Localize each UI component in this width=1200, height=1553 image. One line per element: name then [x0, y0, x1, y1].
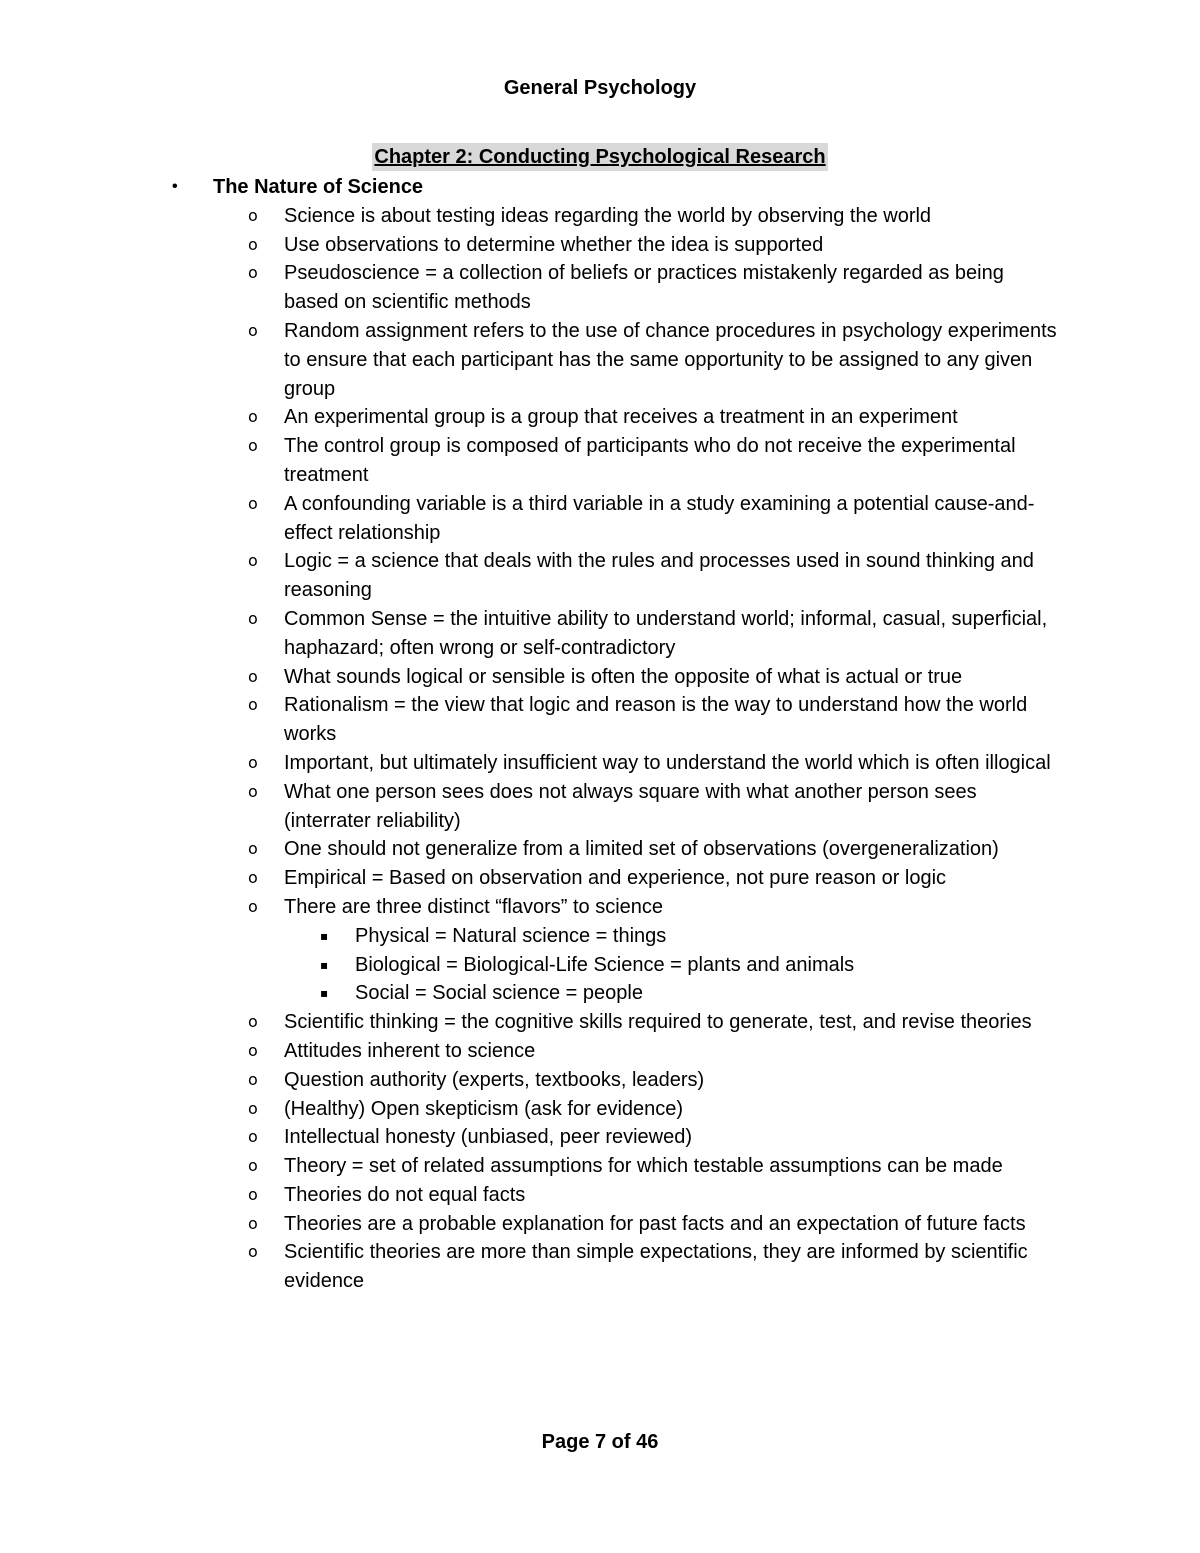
list-item [0, 1152, 1060, 1181]
list-item [0, 317, 1060, 403]
list-item [0, 1066, 1060, 1095]
bullet-circle-icon: o [248, 1040, 258, 1060]
list-item-text: An experimental group is a group that receives a treatment in an experiment [284, 406, 958, 429]
sub-list-item [0, 979, 1060, 1008]
list-item [0, 1210, 1060, 1239]
bullet-circle-icon: o [248, 263, 258, 283]
outline-list [0, 202, 1200, 922]
list-item-text: Rationalism = the view that logic and reason is the way to understand how the world works [284, 694, 1028, 746]
list-item-text: Theories are a probable explanation for past facts and an expectation of future facts [284, 1212, 1026, 1235]
list-item [0, 1008, 1060, 1037]
list-item-text: Attitudes inherent to science [284, 1039, 536, 1062]
bullet-square-icon: ▪ [320, 928, 329, 943]
document-header: General Psychology [503, 77, 697, 99]
bullet-circle-icon: o [248, 551, 258, 571]
page-number: Page 7 of 46 [541, 1431, 659, 1453]
list-item [0, 691, 1060, 749]
list-item [0, 605, 1060, 663]
list-item [0, 1238, 1060, 1296]
outline-list-continued [0, 1008, 1200, 1296]
list-item [0, 403, 1060, 432]
list-item-text: Scientific theories are more than simple expectations, they are informed by scientific evidence [284, 1241, 1028, 1293]
list-item-text: There are three distinct “flavors” to science [284, 895, 664, 918]
bullet-circle-icon: o [248, 781, 258, 801]
bullet-circle-icon: o [248, 407, 258, 427]
list-item-text: What one person sees does not always square with what another person sees (interrater reliability) [284, 780, 977, 832]
bullet-circle-icon: o [248, 695, 258, 715]
chapter-title: Chapter 2: Conducting Psychological Research [372, 143, 827, 171]
bullet-circle-icon: o [248, 205, 258, 225]
list-item-text: What sounds logical or sensible is often the opposite of what is actual or true [284, 665, 963, 688]
list-item [0, 1181, 1060, 1210]
list-item [0, 864, 1060, 893]
bullet-circle-icon: o [248, 1184, 258, 1204]
list-item-text: A confounding variable is a third variable in a study examining a potential cause-and-effect relationship [284, 492, 1035, 544]
list-item-text: Physical = Natural science = things [355, 924, 667, 947]
list-item [0, 749, 1060, 778]
bullet-circle-icon: o [248, 608, 258, 628]
list-item [0, 547, 1060, 605]
bullet-circle-icon: o [248, 1127, 258, 1147]
bullet-circle-icon: o [248, 320, 258, 340]
list-item-text: Logic = a science that deals with the rules and processes used in sound thinking and reasoning [284, 550, 1034, 602]
list-item-text: Random assignment refers to the use of chance procedures in psychology experiments to ensure that each participant has the same opportunity to be assigned to any given group [284, 319, 1057, 400]
bullet-circle-icon: o [248, 234, 258, 254]
list-item [0, 778, 1060, 836]
flavors-list [0, 922, 1200, 1008]
list-item-text: Pseudoscience = a collection of beliefs or practices mistakenly regarded as being based on scientific methods [284, 262, 1004, 314]
list-item [0, 1123, 1060, 1152]
section-heading-row [0, 173, 1200, 202]
list-item-text: Question authority (experts, textbooks, leaders) [284, 1068, 705, 1091]
section-heading: The Nature of Science [213, 176, 424, 198]
outline-content [0, 173, 1200, 1296]
bullet-square-icon: ▪ [320, 986, 329, 1001]
list-item [0, 490, 1060, 548]
list-item [0, 259, 1060, 317]
bullet-circle-icon: o [248, 1069, 258, 1089]
list-item [0, 893, 1060, 922]
bullet-circle-icon: o [248, 752, 258, 772]
list-item-text: The control group is composed of participants who do not receive the experimental treatment [284, 435, 1016, 486]
list-item-text: Use observations to determine whether the idea is supported [284, 233, 824, 256]
list-item-text: Common Sense = the intuitive ability to understand world; informal, casual, superficial, haphazard; often wrong or self-contradictory [284, 607, 1048, 659]
list-item-text: Social = Social science = people [355, 982, 643, 1005]
list-item [0, 202, 1060, 231]
list-item-text: Empirical = Based on observation and experience, not pure reason or logic [284, 867, 947, 890]
bullet-circle-icon: o [248, 1012, 258, 1032]
bullet-circle-icon: o [248, 1213, 258, 1233]
list-item [0, 663, 1060, 692]
bullet-disc-icon: • [172, 178, 178, 195]
bullet-circle-icon: o [248, 896, 258, 916]
bullet-circle-icon: o [248, 666, 258, 686]
list-item [0, 1037, 1060, 1066]
bullet-circle-icon: o [248, 868, 258, 888]
bullet-circle-icon: o [248, 436, 258, 456]
bullet-circle-icon: o [248, 1242, 258, 1262]
list-item-text: One should not generalize from a limited set of observations (overgeneralization) [284, 838, 999, 861]
list-item [0, 432, 1060, 490]
chapter-title-wrapper [0, 143, 1200, 171]
list-item [0, 231, 1060, 260]
sub-list-item [0, 951, 1060, 980]
list-item-text: Important, but ultimately insufficient way to understand the world which is often illogical [284, 751, 1051, 774]
list-item-text: (Healthy) Open skepticism (ask for evidence) [284, 1097, 684, 1120]
bullet-circle-icon: o [248, 1098, 258, 1118]
sub-list-item [0, 922, 1060, 951]
list-item-text: Intellectual honesty (unbiased, peer reviewed) [284, 1126, 693, 1149]
bullet-circle-icon: o [248, 839, 258, 859]
list-item-text: Theories do not equal facts [284, 1183, 526, 1206]
bullet-circle-icon: o [248, 1156, 258, 1176]
bullet-square-icon: ▪ [320, 957, 329, 972]
list-item [0, 835, 1060, 864]
list-item [0, 1095, 1060, 1124]
list-item-text: Biological = Biological-Life Science = plants and animals [355, 953, 855, 976]
list-item-text: Scientific thinking = the cognitive skills required to generate, test, and revise theories [284, 1011, 1032, 1034]
bullet-circle-icon: o [248, 493, 258, 513]
list-item-text: Theory = set of related assumptions for which testable assumptions can be made [284, 1155, 1003, 1178]
list-item-text: Science is about testing ideas regarding the world by observing the world [284, 204, 932, 227]
